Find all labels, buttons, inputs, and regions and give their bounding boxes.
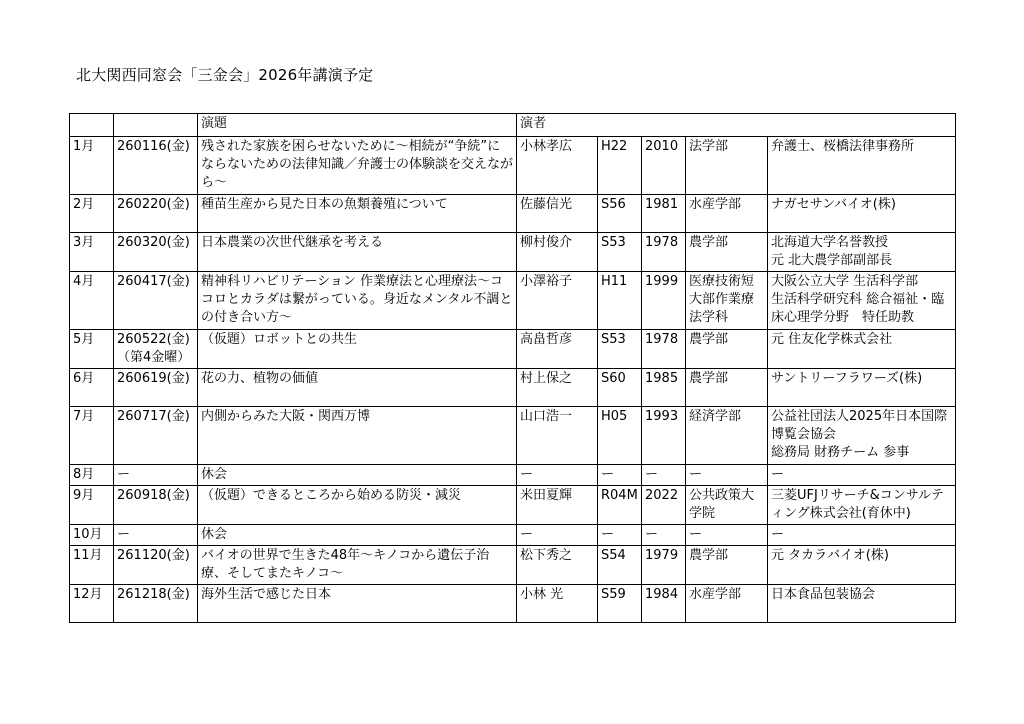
year-cell: 1993 (642, 407, 686, 465)
header-speaker: 演者 (517, 114, 956, 137)
date-cell (114, 465, 198, 486)
era-cell: S53 (598, 330, 642, 369)
table-header-row (70, 114, 956, 137)
topic-cell: 海外生活で感じた日本 (198, 585, 517, 623)
date-text: 260619(金) (117, 371, 190, 386)
month-cell: 11月 (70, 546, 114, 585)
table-row (70, 407, 956, 465)
affiliation-cell: 弁護士、桜橋法律事務所 (768, 137, 956, 195)
era-cell: S54 (598, 546, 642, 585)
speaker-cell: ー (517, 465, 598, 486)
year-cell: ー (642, 525, 686, 546)
year-cell: 1985 (642, 369, 686, 407)
affiliation-cell: ー (768, 525, 956, 546)
faculty-cell: 農学部 (686, 369, 768, 407)
date-cell (114, 369, 198, 407)
topic-cell: 精神科リハビリテーション 作業療法と心理療法～ココロとカラダは繋がっている。身近なメンタル不調との付き合い方～ (198, 272, 517, 330)
month-cell: 3月 (70, 233, 114, 272)
date-cell (114, 585, 198, 623)
table-row (70, 272, 956, 330)
topic-cell: 休会 (198, 465, 517, 486)
schedule-table (69, 113, 956, 623)
speaker-cell: 小澤裕子 (517, 272, 598, 330)
year-cell: 2010 (642, 137, 686, 195)
date-text: 261218(金) (117, 587, 190, 602)
table-row (70, 233, 956, 272)
table-row (70, 486, 956, 525)
speaker-cell: ー (517, 525, 598, 546)
date-cell (114, 195, 198, 233)
date-text: 260116(金) (117, 139, 190, 154)
faculty-cell: 公共政策大学院 (686, 486, 768, 525)
date-text: 261120(金) (117, 548, 190, 563)
date-text: 260918(金) (117, 488, 190, 503)
month-cell: 8月 (70, 465, 114, 486)
date-text: 260522(金) (117, 332, 190, 347)
page-title: 北大関西同窓会「三金会」2026年講演予定 (76, 66, 374, 84)
table-row (70, 195, 956, 233)
month-cell: 5月 (70, 330, 114, 369)
speaker-cell: 柳村俊介 (517, 233, 598, 272)
year-cell: 1984 (642, 585, 686, 623)
faculty-cell: 農学部 (686, 546, 768, 585)
date-cell (114, 137, 198, 195)
affiliation-cell: 大阪公立大学 生活科学部 生活科学研究科 総合福祉・臨床心理学分野 特任助教 (768, 272, 956, 330)
header-date (114, 114, 198, 137)
faculty-cell: 経済学部 (686, 407, 768, 465)
speaker-cell: 松下秀之 (517, 546, 598, 585)
topic-cell: 残された家族を困らせないために～相続が“争続”にならないための法律知識／弁護士の体験談を交えながら～ (198, 137, 517, 195)
date-cell (114, 546, 198, 585)
era-cell: ー (598, 525, 642, 546)
year-cell: 2022 (642, 486, 686, 525)
date-cell (114, 525, 198, 546)
topic-cell: 日本農業の次世代継承を考える (198, 233, 517, 272)
faculty-cell: 水産学部 (686, 585, 768, 623)
year-cell: ー (642, 465, 686, 486)
month-cell: 7月 (70, 407, 114, 465)
table-row (70, 369, 956, 407)
faculty-cell: 医療技術短大部作業療法学科 (686, 272, 768, 330)
table-row (70, 465, 956, 486)
speaker-cell: 高畠哲彦 (517, 330, 598, 369)
era-cell: S59 (598, 585, 642, 623)
table-row (70, 585, 956, 623)
speaker-cell: 山口浩一 (517, 407, 598, 465)
faculty-cell: ー (686, 465, 768, 486)
affiliation-cell: サントリーフラワーズ(株) (768, 369, 956, 407)
affiliation-cell: 北海道大学名誉教授 元 北大農学部副部長 (768, 233, 956, 272)
month-cell: 6月 (70, 369, 114, 407)
affiliation-cell: 元 住友化学株式会社 (768, 330, 956, 369)
topic-cell: バイオの世界で生きた48年～キノコから遺伝子治療、そしてまたキノコ～ (198, 546, 517, 585)
speaker-cell: 米田夏輝 (517, 486, 598, 525)
year-cell: 1981 (642, 195, 686, 233)
era-cell: H05 (598, 407, 642, 465)
faculty-cell: 法学部 (686, 137, 768, 195)
faculty-cell: 農学部 (686, 233, 768, 272)
speaker-cell: 佐藤信光 (517, 195, 598, 233)
affiliation-cell: 公益社団法人2025年日本国際博覧会協会 総務局 財務チーム 参事 (768, 407, 956, 465)
date-text: 260417(金) (117, 274, 190, 289)
date-cell (114, 272, 198, 330)
affiliation-cell: ナガセサンバイオ(株) (768, 195, 956, 233)
year-cell: 1978 (642, 330, 686, 369)
date-text: ー (117, 467, 131, 482)
year-cell: 1979 (642, 546, 686, 585)
date-text: 260320(金) (117, 235, 190, 250)
era-cell: S60 (598, 369, 642, 407)
table-row (70, 330, 956, 369)
table-row (70, 137, 956, 195)
affiliation-cell: 日本食品包装協会 (768, 585, 956, 623)
date-text: ー (117, 527, 131, 542)
era-cell: H11 (598, 272, 642, 330)
topic-cell: 休会 (198, 525, 517, 546)
topic-cell: 種苗生産から見た日本の魚類養殖について (198, 195, 517, 233)
date-cell (114, 233, 198, 272)
date-text: 260717(金) (117, 409, 190, 424)
date-note: （第4金曜） (117, 350, 191, 365)
speaker-cell: 小林孝広 (517, 137, 598, 195)
year-cell: 1978 (642, 233, 686, 272)
table-body (70, 137, 956, 623)
month-cell: 12月 (70, 585, 114, 623)
topic-cell: 花の力、植物の価値 (198, 369, 517, 407)
topic-cell: 内側からみた大阪・関西万博 (198, 407, 517, 465)
date-cell (114, 407, 198, 465)
speaker-cell: 小林 光 (517, 585, 598, 623)
date-cell (114, 486, 198, 525)
month-cell: 10月 (70, 525, 114, 546)
era-cell: S56 (598, 195, 642, 233)
speaker-cell: 村上保之 (517, 369, 598, 407)
era-cell: R04M (598, 486, 642, 525)
month-cell: 9月 (70, 486, 114, 525)
era-cell: S53 (598, 233, 642, 272)
era-cell: H22 (598, 137, 642, 195)
topic-cell: （仮題）ロボットとの共生 (198, 330, 517, 369)
faculty-cell: ー (686, 525, 768, 546)
table-row (70, 546, 956, 585)
month-cell: 1月 (70, 137, 114, 195)
faculty-cell: 農学部 (686, 330, 768, 369)
faculty-cell: 水産学部 (686, 195, 768, 233)
date-text: 260220(金) (117, 197, 190, 212)
affiliation-cell: 三菱UFJリサーチ&コンサルティング株式会社(育休中) (768, 486, 956, 525)
affiliation-cell: ー (768, 465, 956, 486)
month-cell: 2月 (70, 195, 114, 233)
header-month (70, 114, 114, 137)
date-cell (114, 330, 198, 369)
month-cell: 4月 (70, 272, 114, 330)
header-topic: 演題 (198, 114, 517, 137)
table-row (70, 525, 956, 546)
topic-cell: （仮題）できるところから始める防災・減災 (198, 486, 517, 525)
affiliation-cell: 元 タカラバイオ(株) (768, 546, 956, 585)
year-cell: 1999 (642, 272, 686, 330)
era-cell: ー (598, 465, 642, 486)
